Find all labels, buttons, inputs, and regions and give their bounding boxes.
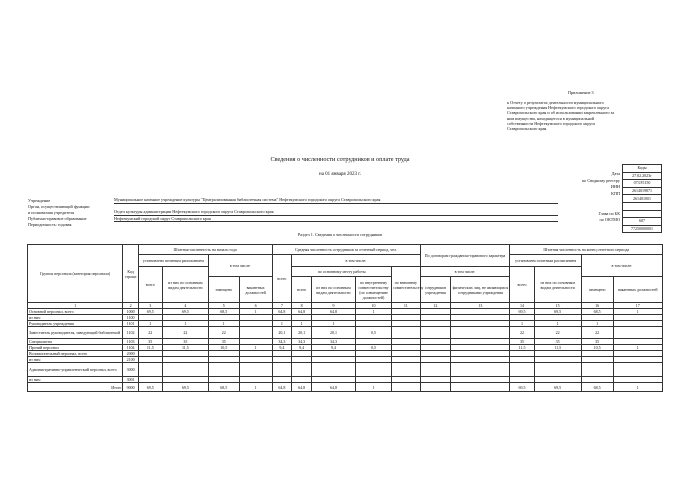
row-value: 64,8 — [292, 383, 312, 392]
row-value: 22 — [138, 327, 162, 339]
heading-line: Ставропольского края — [507, 126, 547, 132]
column-number: 6 — [239, 303, 272, 309]
row-value: 11,5 — [162, 345, 208, 351]
column-number: 10 — [355, 303, 391, 309]
label-founder-2: и полномочия учредителя — [28, 210, 75, 215]
row-value: 1 — [534, 321, 581, 327]
header-including: в том числе: — [292, 255, 420, 267]
row-value: 1 — [292, 321, 312, 327]
header-total: всего — [138, 267, 162, 303]
row-code: 1000 — [123, 309, 138, 315]
row-value: 1 — [239, 383, 272, 392]
label-budget-chapter: Глава по БК — [598, 210, 620, 216]
row-value: 0,5 — [355, 345, 391, 351]
row-value — [420, 363, 451, 377]
header-code: Код строки — [123, 245, 138, 303]
column-number: 12 — [420, 303, 451, 309]
table-row — [28, 383, 663, 392]
row-value: 20,1 — [312, 327, 356, 339]
label-institution: Учреждение — [28, 198, 51, 203]
row-value — [420, 383, 451, 392]
codes-box — [622, 164, 662, 233]
row-value: 22 — [162, 327, 208, 339]
row-value — [534, 363, 581, 377]
row-value: 68,5 — [581, 383, 613, 392]
row-value — [138, 363, 162, 377]
row-value: 34,3 — [312, 339, 356, 345]
heading-line: Ставропольского края и об использовании закрепленного за — [507, 110, 615, 116]
row-value: 69,5 — [162, 383, 208, 392]
row-value: 22 — [581, 327, 613, 339]
column-number: 9 — [312, 303, 356, 309]
code-empty — [623, 210, 662, 218]
row-value: 22 — [534, 327, 581, 339]
header-total: всего — [292, 277, 312, 303]
row-value — [392, 327, 421, 339]
column-number: 5 — [208, 303, 239, 309]
underline — [114, 203, 558, 204]
row-value: 64,8 — [272, 309, 292, 315]
column-number: 11 — [392, 303, 421, 309]
row-value: 68,5 — [581, 309, 613, 315]
label-inn: ИНН — [610, 184, 620, 190]
row-value — [355, 363, 391, 377]
row-value: 69,5 — [510, 383, 534, 392]
row-value — [451, 363, 510, 377]
row-value: 10,5 — [208, 345, 239, 351]
row-value: 22 — [510, 327, 534, 339]
label-public-entity: Публично-правовое образование — [28, 216, 87, 221]
column-number: 7 — [272, 303, 292, 309]
header-approved: установлено штатным расписанием — [510, 255, 581, 267]
underline — [114, 221, 558, 222]
header-internal: по внутреннему совместительству (по совмещению должностей) — [355, 277, 391, 303]
row-name: из них: — [28, 377, 123, 383]
heading-line: ним имущества, находящегося в муниципальной — [507, 115, 595, 121]
header-approved: установлено штатным расписанием — [138, 255, 208, 267]
row-value: 35 — [138, 339, 162, 345]
row-name: Вспомогательный персонал, всего — [28, 351, 123, 357]
code-date: 27.02.2023г — [623, 172, 662, 180]
column-number: 17 — [613, 303, 662, 309]
row-name: Прочий персонал — [28, 345, 123, 351]
row-value: 64,8 — [312, 383, 356, 392]
row-value: 1 — [239, 345, 272, 351]
row-value: 69,5 — [534, 309, 581, 315]
founder-name: Отдел культуры администрации Нефтекумского городского округа Ставропольского края — [114, 209, 274, 214]
row-value: 69,5 — [534, 383, 581, 392]
row-code: 2000 — [123, 351, 138, 357]
row-value: 9,4 — [292, 345, 312, 351]
row-value: 1 — [162, 321, 208, 327]
row-value: 11,5 — [138, 345, 162, 351]
row-value: 35 — [581, 339, 613, 345]
header-main-activity: из них по основным видам деятельности — [534, 267, 581, 303]
row-value — [510, 363, 534, 377]
staff-table — [27, 244, 663, 392]
row-code: 3000 — [123, 363, 138, 377]
column-number: 1 — [28, 303, 123, 309]
header-main-place: по основному месту работы — [292, 267, 392, 277]
row-value: 34,3 — [292, 339, 312, 345]
table-body — [28, 309, 663, 392]
row-value: 68,5 — [208, 309, 239, 315]
row-value — [162, 363, 208, 377]
header-staff-end: Штатная численность на конец отчетного периода — [510, 245, 663, 255]
row-value: 1 — [272, 321, 292, 327]
code-budget-chapter: 607 — [623, 218, 662, 226]
public-entity-name: Нефтекумский городской округ Ставропольского края — [114, 215, 211, 221]
row-value — [613, 363, 662, 377]
row-value — [613, 327, 662, 339]
row-value: 64,8 — [312, 309, 356, 315]
row-name: Административно-управленческий персонал, всего — [28, 363, 123, 377]
column-number: 16 — [581, 303, 613, 309]
row-value: 1 — [510, 321, 534, 327]
row-value: 1 — [581, 321, 613, 327]
column-number: 14 — [510, 303, 534, 309]
header-group: Группы персонала (категория персонала) — [28, 245, 123, 303]
row-value — [451, 327, 510, 339]
code-inn: 2614019871 — [623, 187, 662, 195]
row-value: 20,1 — [272, 327, 292, 339]
column-number: 4 — [162, 303, 208, 309]
row-name: Специалисты — [28, 339, 123, 345]
row-name: из них: — [28, 357, 123, 363]
row-value — [272, 363, 292, 377]
header-staff-start: Штатная численность на начало года — [138, 245, 272, 255]
label-founder-1: Орган, осуществляющий функции — [28, 204, 90, 209]
header-vacant: вакантных должностей — [239, 277, 272, 303]
row-value: 35 — [162, 339, 208, 345]
row-value — [239, 327, 272, 339]
row-value: 1 — [613, 309, 662, 315]
code-kpp: 261401001 — [623, 195, 662, 203]
table-row — [28, 363, 663, 377]
row-value — [292, 363, 312, 377]
header-vacant: вакантных должностей — [613, 277, 662, 303]
column-number: 8 — [292, 303, 312, 309]
row-value: 35 — [208, 339, 239, 345]
row-value: 35 — [534, 339, 581, 345]
codes-header: Коды — [623, 165, 662, 173]
appendix-label: Приложение 3 — [568, 90, 594, 95]
row-value: 9,4 — [312, 345, 356, 351]
table-row — [28, 327, 663, 339]
report-heading — [507, 100, 662, 131]
column-number: 3 — [138, 303, 162, 309]
header-filled: замещено — [208, 277, 239, 303]
label-kpp: КПП — [611, 190, 620, 196]
header-individuals: физических лиц, не являющихся сотрудниками учреждения — [451, 277, 510, 303]
row-value: 34,3 — [272, 339, 292, 345]
row-value: 35 — [510, 339, 534, 345]
header-external: по внешнему совместительству — [392, 267, 421, 303]
row-code: 3001 — [123, 377, 138, 383]
row-code: 1102 — [123, 327, 138, 339]
row-value: 1 — [312, 321, 356, 327]
header-employees: сотрудников учреждения — [420, 277, 451, 303]
header-including: в том числе: — [581, 255, 662, 277]
column-number: 2 — [123, 303, 138, 309]
header-main-activity: из них по основным видам деятельности — [312, 277, 356, 303]
column-number: 15 — [534, 303, 581, 309]
report-date: на 01 января 2023 г. — [319, 172, 361, 177]
header-filled: замещено — [581, 277, 613, 303]
row-value: 11,5 — [534, 345, 581, 351]
row-value — [208, 363, 239, 377]
code-empty — [623, 202, 662, 210]
row-value: 22 — [208, 327, 239, 339]
header-civil-contracts: По договорам гражданско-правового характера — [420, 245, 510, 267]
row-value: 9,4 — [272, 345, 292, 351]
row-value — [581, 363, 613, 377]
header-including: в том числе: — [420, 267, 510, 277]
document-title: Сведения о численности сотрудников и оплате труда — [270, 156, 410, 163]
row-value: 64,8 — [272, 383, 292, 392]
institution-name: Муниципальное казенное учреждение культуры "Централизованная библиотечная система" Нефтекумского городского округа Ставропольского края — [114, 197, 381, 202]
row-value: 1 — [613, 383, 662, 392]
label-registry: по Сводному реестру — [581, 177, 620, 183]
row-value: 69,5 — [162, 309, 208, 315]
row-value — [392, 383, 421, 392]
row-value: 69,5 — [510, 309, 534, 315]
header-main-activity: из них по основным видам деятельности — [162, 267, 208, 303]
row-value — [420, 327, 451, 339]
row-value: 20,1 — [292, 327, 312, 339]
row-code: 2100 — [123, 357, 138, 363]
row-name: Итого — [28, 383, 123, 392]
heading-line: казенного учреждения Нефтекумского городского округа — [507, 105, 609, 111]
row-value: 11,5 — [510, 345, 534, 351]
row-value: 69,5 — [138, 309, 162, 315]
row-code: 9000 — [123, 383, 138, 392]
row-value: 1 — [355, 383, 391, 392]
row-value: 1 — [355, 309, 391, 315]
row-value — [392, 363, 421, 377]
row-value: 1 — [138, 321, 162, 327]
label-oktmo: по ОКТМО — [599, 217, 620, 223]
row-name: Руководитель учреждения — [28, 321, 123, 327]
row-name: Основной персонал, всего — [28, 309, 123, 315]
heading-line: к Отчету о результатах деятельности муниципального — [507, 100, 604, 105]
row-value — [312, 363, 356, 377]
label-date: Дата — [611, 171, 620, 176]
row-value: 1 — [613, 345, 662, 351]
row-code: 1100 — [123, 315, 138, 321]
section-title: Раздел 1. Сведения о численности сотрудников — [297, 232, 383, 237]
row-code: 1103 — [123, 339, 138, 345]
row-value — [451, 383, 510, 392]
row-code: 1101 — [123, 321, 138, 327]
code-registry: 073Э5150 — [623, 180, 662, 188]
row-name: Заместитель руководителя, заведующий библиотекой — [28, 327, 123, 339]
row-value: 10,5 — [581, 345, 613, 351]
row-value: 0,5 — [355, 327, 391, 339]
row-value — [239, 363, 272, 377]
row-value: 64,8 — [292, 309, 312, 315]
code-oktmo: 77250000001 — [623, 225, 662, 233]
header-total: всего — [272, 255, 292, 303]
column-number: 13 — [451, 303, 510, 309]
row-value: 69,5 — [138, 383, 162, 392]
heading-line: собственности Нефтекумского городского округа — [507, 120, 596, 126]
row-value: 1 — [239, 309, 272, 315]
label-periodicity: Периодичность: годовая — [28, 222, 72, 227]
row-value: 68,5 — [208, 383, 239, 392]
header-total: всего — [510, 267, 534, 303]
row-value: 1 — [208, 321, 239, 327]
row-name: из них: — [28, 315, 123, 321]
header-including: в том числе: — [208, 255, 272, 277]
row-code: 1104 — [123, 345, 138, 351]
header-average: Средняя численность сотрудников за отчетный период, чел. — [272, 245, 420, 255]
